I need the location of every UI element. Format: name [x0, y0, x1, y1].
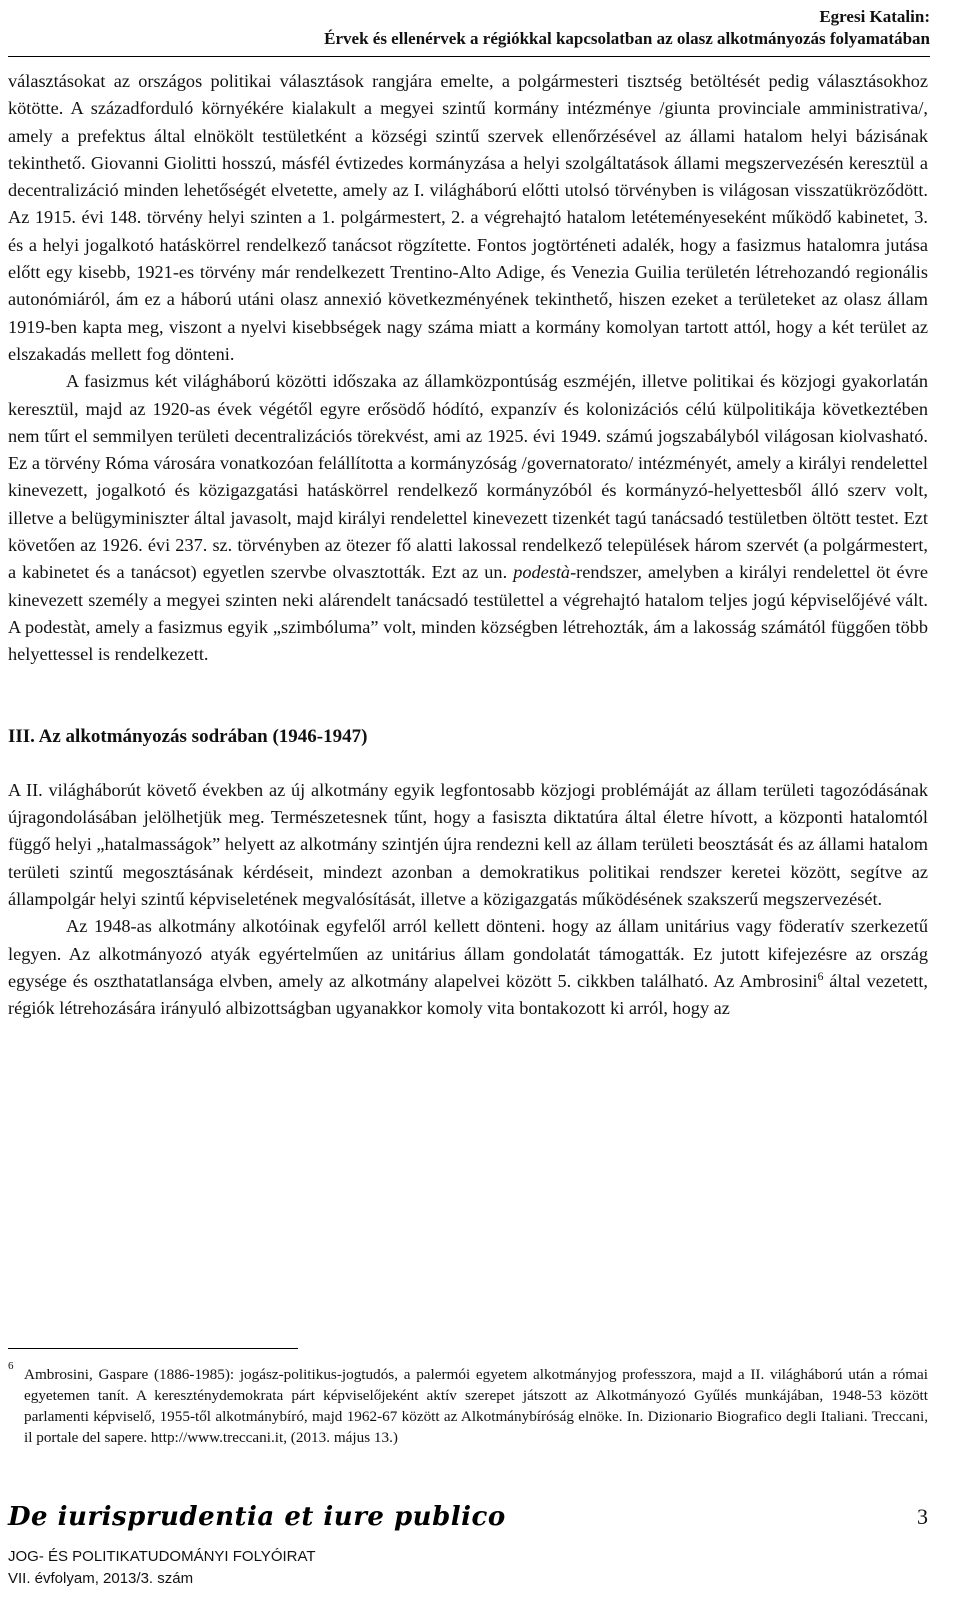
footnote [8, 1360, 928, 1448]
paragraph [8, 368, 928, 668]
running-header [324, 6, 930, 50]
page-footer [8, 1502, 928, 1590]
journal-volume: VII. évfolyam, 2013/3. szám [8, 1570, 194, 1587]
footnote-divider [8, 1348, 298, 1349]
paragraph: választásokat az országos politikai választások rangjára emelte, a polgármesteri tisztség betöltését pedig választásokhoz kötötte. A századforduló környékére kialakult a megyei szintű kormány intézménye /giunta provinciale amministrativa/, amely a prefektus által elnökölt testületként a községi szintű szervek ellenőrzésével az állami hatalom helyi bázisának tekinthető. Giovanni Giolitti hosszú, másfél évtizedes kormányzása a helyi szolgáltatások állami megszervezésén keresztül a decentralizáció minden lehetőségét elvetette, amely az I. világháború előtti utolsó törvényben is világosan visszatükröződött. Az 1915. évi 148. törvény helyi szinten a 1. polgármestert, 2. a végrehajtó hatalom letéteményeseként működő kabinetet, 3. és a helyi jogalkotó hatáskörrel rendelkező tanácsot rögzítette. Fontos jogtörténeti adalék, hogy a fasizmus hatalomra jutása előtt egy kisebb, 1921-es törvény már rendelkezett Trentino-Alto Adige, és Venezia Guilia területén létrehozandó regionális autonómiáról, ám ez a háború utáni olasz annexió következményének tekinthető, hiszen ezeket a területeket az olasz állam 1919-ben kapta meg, viszont a nyelvi kisebbségek nagy száma miatt a kormány komolyan tartott attól, hogy a két terület az elszakadás mellett fog dönteni. [8, 71, 928, 364]
paragraph-text: Az 1948-as alkotmány alkotóinak egyfelől arról kellett dönteni. hogy az állam unitárius vagy föderatív szerkezetű legyen. Az alkotmányozó atyák egyértelműen az unitárius állam gondolatát támogatták. Ez jutott kifejezésre az ország egysége és oszthatatlansága elvben, amely az alkotmány alapelvei között 5. cikkben található. Az Ambrosini [8, 916, 928, 991]
footnote-number: 6 [8, 1360, 14, 1372]
header-author: Egresi Katalin: [819, 7, 930, 26]
italic-term: podestà [513, 562, 571, 583]
journal-name: JOG- ÉS POLITIKATUDOMÁNYI FOLYÓIRAT [8, 1548, 316, 1565]
journal-logo: De iurisprudentia et iure publico [8, 1502, 506, 1532]
paragraph [8, 913, 928, 1022]
paragraph: A II. világháborút követő években az új alkotmány egyik legfontosabb közjogi problémáját az állam területi tagozódásának újragondolásában jelölhetjük meg. Természetesnek tűnt, hogy a fasiszta diktatúra által életre hívott, a központi hatalomtól függő helyi „hatalmasságok” helyett az alkotmány szintjén újra rendezni kell az állam területi beosztását és az állami hatalom területi szintű megosztásának kérdéseit, mindezt azonban a demokratikus politikai rendszer keretei között, segítve az állampolgár helyi szintű képviseletének megvalósítását, illetve a közigazgatás működésének szakszerű megszervezését. [8, 779, 928, 910]
paragraph-text: A fasizmus két világháború közötti időszaka az államközpontúság eszméjén, illetve politikai és közjogi gyakorlatán keresztül, majd az 1920-as évek végétől egyre erősödő hódító, expanzív és kolonizációs célú külpolitikája következtében nem tűrt el semmilyen területi decentralizációs törekvést, ami az 1925. évi 1949. számú jogszabályból világosan kiolvasható. Ez a törvény Róma városára vonatkozóan felállította a kormányzóság /governatorato/ intézményét, amely a királyi rendelettel kinevezett, jogalkotó és közigazgatási hatáskörrel rendelkező kormányzóból és kormányzó-helyettesből álló szerv volt, illetve a belügyminiszter által javasolt, majd királyi rendelettel kinevezett tizenkét tagú tanácsadó testületben öltött testet. Ezt követően az 1926. évi 237. sz. törvényben az ötezer fő alatti lakossal rendelkező települések három szervét (a polgármestert, a kabinetet és a tanácsot) egyetlen szervbe olvasztották. Ezt az un. [8, 371, 928, 583]
article-body [8, 68, 928, 1023]
footnote-text: Ambrosini, Gaspare (1886-1985): jogász-politikus-jogtudós, a palermói egyetem alkotmányjog professzora, majd a II. világháború után a római egyetemen tanít. A kereszténydemokrata párt képviselőjeként aktív szerepet játszott az Alkotmányozó Gyűlés munkájában, 1948-53 között parlamenti képviselő, 1955-től alkotmánybíró, majd 1962-67 között az Alkotmánybíróság elnöke. In. Dizionario Biografico degli Italiani. Treccani, il portale del sapere. http://www.treccani.it, (2013. május 13.) [24, 1366, 928, 1446]
paragraph-text: -rendszer, amelyben a királyi rendelettel öt évre kinevezett személy a megyei szinten neki alárendelt tanácsadó testülettel a végrehajtó hatalom teljes jogú képviselőjévé vált. A podestàt, amely a fasizmus egyik „szimbóluma” volt, minden községben létrehozták, ám a lakosság számától függően több helyettessel is rendelkezett. [8, 562, 928, 665]
header-divider [8, 56, 930, 57]
paragraph-text: által vezetett, régiók létrehozására irányuló albizottságban ugyanakkor komoly vita bontakozott ki arról, hogy az [8, 970, 928, 1019]
header-title: Érvek és ellenérvek a régiókkal kapcsolatban az olasz alkotmányozás folyamatában [324, 29, 930, 48]
page-number: 3 [917, 1504, 928, 1529]
section-heading: III. Az alkotmányozás sodrában (1946-1947) [8, 725, 368, 747]
footnote-reference[interactable]: 6 [817, 968, 824, 983]
